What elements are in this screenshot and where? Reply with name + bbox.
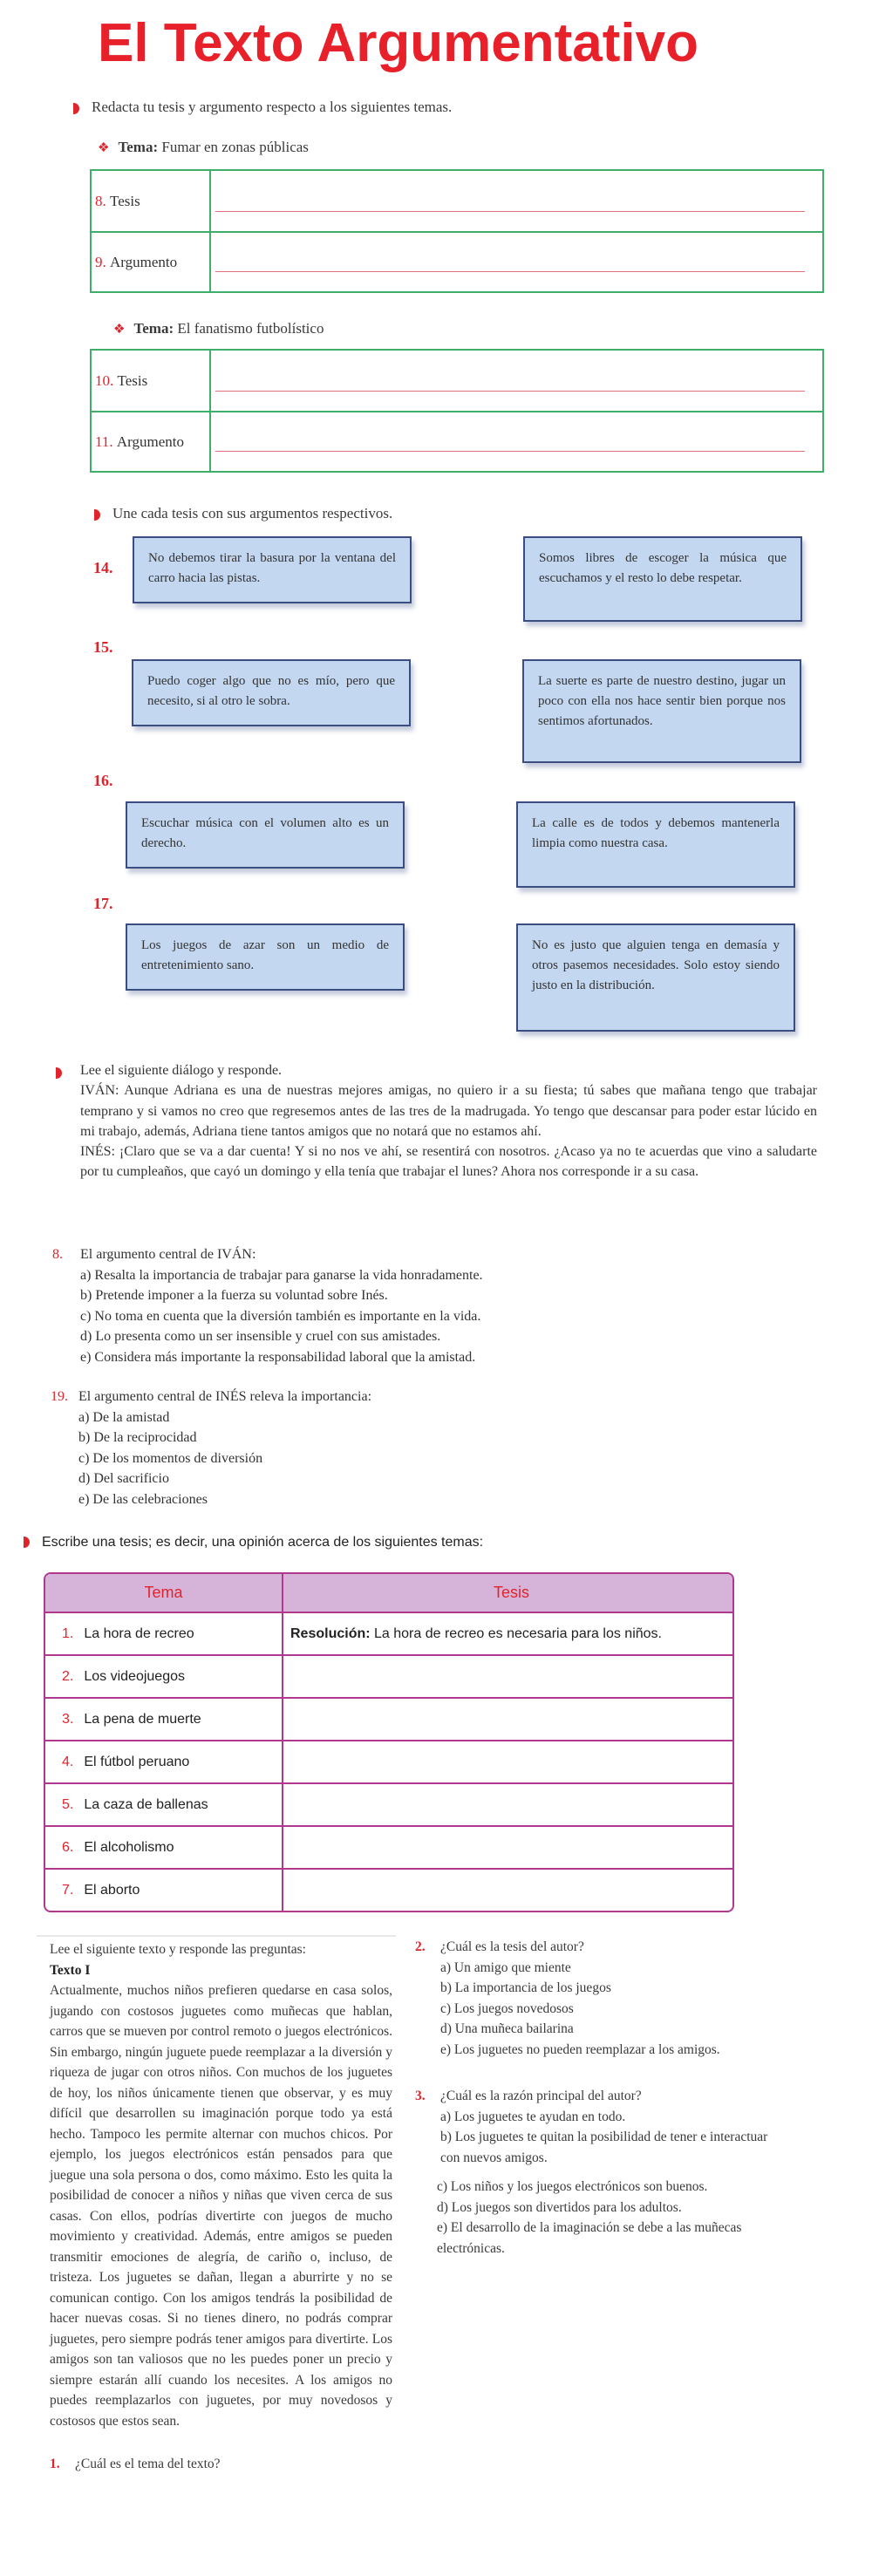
table-row xyxy=(45,1740,732,1782)
row-label: Tesis xyxy=(110,192,140,209)
row-number: 2. xyxy=(62,1668,74,1684)
question-19 xyxy=(51,1387,818,1509)
pair-number: 14. xyxy=(93,559,113,576)
question-text: ¿Cuál es la tesis del autor? xyxy=(440,1939,584,1954)
answer-option[interactable]: a) Los juguetes te ayudan en todo. xyxy=(440,2109,626,2124)
row-number: 10. xyxy=(95,371,114,389)
instruction-1 xyxy=(73,98,452,117)
question-text: El argumento central de IVÁN: xyxy=(80,1247,256,1262)
answer-option[interactable]: b) Pretende imponer a la fuerza su voluntad sobre Inés. xyxy=(80,1288,388,1303)
question-number: 8. xyxy=(52,1247,63,1262)
row-topic: La pena de muerte xyxy=(84,1711,201,1727)
question-number: 2. xyxy=(415,1939,426,1954)
pair-number: 16. xyxy=(93,772,113,789)
table-row xyxy=(45,1782,732,1825)
table-row xyxy=(45,1654,732,1697)
question-text: ¿Cuál es la razón principal del autor? xyxy=(440,2089,642,2103)
question-text: ¿Cuál es el tema del texto? xyxy=(75,2457,221,2471)
thesis-box[interactable]: Los juegos de azar son un medio de entretenimiento sano. xyxy=(126,923,405,991)
bullet-icon xyxy=(24,1537,30,1548)
row-label: Tesis xyxy=(117,371,148,389)
table-row xyxy=(45,1825,732,1868)
right-questions xyxy=(415,1937,825,2259)
pair-number: 15. xyxy=(93,638,113,656)
answer-option[interactable]: a) De la amistad xyxy=(78,1409,170,1425)
row-topic: El alcoholismo xyxy=(84,1839,174,1855)
text-title: Texto I xyxy=(50,1962,91,1978)
answer-option[interactable]: c) No toma en cuenta que la diversión también es importante en la vida. xyxy=(80,1308,481,1324)
tema-text: El fanatismo futbolístico xyxy=(177,320,324,337)
reading-text-block xyxy=(50,1939,392,2475)
thesis-cell[interactable] xyxy=(283,1613,732,1654)
thesis-table xyxy=(90,349,824,473)
tema-text: Fumar en zonas públicas xyxy=(161,139,309,155)
bullet-icon xyxy=(94,509,100,521)
answer-option[interactable]: c) Los juegos novedosos xyxy=(440,2000,574,2016)
row-number: 4. xyxy=(62,1754,74,1769)
table-row xyxy=(45,1612,732,1654)
question-number: 1. xyxy=(50,2457,60,2471)
argument-box[interactable]: La calle es de todos y debemos mantenerla limpia como nuestra casa. xyxy=(516,801,795,888)
answer-line[interactable] xyxy=(211,412,822,471)
row-topic: La caza de ballenas xyxy=(84,1796,208,1812)
row-label: Argumento xyxy=(116,433,184,450)
thesis-box[interactable]: No debemos tirar la basura por la ventana del carro hacia las pistas. xyxy=(133,536,412,603)
table-row xyxy=(45,1868,732,1911)
row-number: 6. xyxy=(62,1839,74,1855)
row-number: 1. xyxy=(62,1625,74,1641)
answer-option[interactable]: a) Resalta la importancia de trabajar para ganarse la vida honradamente. xyxy=(80,1267,483,1283)
row-number: 3. xyxy=(62,1711,74,1727)
diamond-icon: ❖ xyxy=(113,323,126,337)
answer-option[interactable]: e) De las celebraciones xyxy=(78,1491,208,1507)
answer-option[interactable]: d) Lo presenta como un ser insensible y cruel con sus amistades. xyxy=(80,1329,441,1344)
bullet-icon xyxy=(56,1067,62,1079)
row-number: 11. xyxy=(95,433,113,450)
answer-option[interactable]: e) Considera más importante la responsabilidad laboral que la amistad. xyxy=(80,1349,476,1365)
row-number: 8. xyxy=(95,192,106,209)
instruction-text: Lee el siguiente texto y responde las preguntas: xyxy=(50,1942,306,1957)
answer-option[interactable]: b) De la reciprocidad xyxy=(78,1430,197,1445)
question-2 xyxy=(415,1937,825,2060)
argument-box[interactable]: Somos libres de escoger la música que escuchamos y el resto lo debe respetar. xyxy=(523,536,802,622)
answer-option[interactable]: c) Los niños y los juegos electrónicos son buenos. xyxy=(437,2179,708,2194)
answer-option[interactable]: d) Del sacrificio xyxy=(78,1471,169,1486)
argument-box[interactable]: No es justo que alguien tenga en demasía y otros pasemos necesidades. Solo estoy siendo justo en la distribución. xyxy=(516,923,795,1032)
instruction-text: Lee el siguiente diálogo y responde. xyxy=(80,1063,283,1078)
answer-line[interactable] xyxy=(211,171,822,231)
pair-number: 17. xyxy=(93,895,113,912)
thesis-cell[interactable] xyxy=(283,1827,732,1868)
answer-option[interactable]: d) Una muñeca bailarina xyxy=(440,2021,574,2036)
instruction-text: Une cada tesis con sus argumentos respectivos. xyxy=(112,505,393,521)
question-text: El argumento central de INÉS releva la importancia: xyxy=(78,1389,372,1404)
thesis-cell[interactable] xyxy=(283,1656,732,1697)
answer-option[interactable]: e) El desarrollo de la imaginación se debe a las muñecas electrónicas. xyxy=(437,2220,742,2256)
answer-option[interactable]: e) Los juguetes no pueden reemplazar a los amigos. xyxy=(440,2041,720,2057)
dialogue-ines: INÉS: ¡Claro que se va a dar cuenta! Y si no nos ve ahí, se resentirá con nosotros. ¿Acaso ya no te acuerdas que vino a saludarte por tu cumpleaños, que cayó un domingo y ella tenía que trabajar el lunes? Ahora nos corresponde ir a su casa. xyxy=(80,1144,817,1180)
reading-text: Actualmente, muchos niños prefieren quedarse en casa solos, jugando con costosos juguetes como muñecas que hablan, carros que se mueven por control remoto o juegos electrónicos. Sin embargo, ningún juguete puede reemplazar a la diversión y riqueza de jugar con otros niños. Con muchos de los juguetes de hoy, los niños únicamente tienen que observar, y es muy difícil que desarrollen su imaginación porque todo ya está hecho. Tampoco les permite alternar con muchos chicos. Por ejemplo, los juegos electrónicos están pensados para que juegue una sola persona o dos, como máximo. Esto les quita la posibilidad de conocer a niños y niñas que viven cerca de sus casas. Con ellos, podrías divertirte con juegos de mucho movimiento y creatividad. Además, entre amigos se pueden transmitir emociones de alegría, de cariño o, incluso, de tristeza. Los juguetes se dañan, llegan a aburrirte y no se comunican contigo. Con los amigos tendrás la posibilidad de hacer nuevas cosas. Si no tienes dinero, no podrás comprar juguetes, pero siempre podrás tener amigos para divertirte. Los amigos son tan valiosos que no les puedes poner un precio y siempre estarán allí cuando los necesites. A los amigos no puedes reemplazarlos con juguetes, por muy novedosos y costosos que estos sean. xyxy=(50,1983,392,2429)
thesis-cell[interactable] xyxy=(283,1699,732,1740)
question-number: 3. xyxy=(415,2089,426,2103)
thesis-box[interactable]: Puedo coger algo que no es mío, pero que necesito, si al otro le sobra. xyxy=(132,659,411,726)
question-1 xyxy=(50,2454,392,2475)
row-topic: El aborto xyxy=(84,1882,140,1898)
thesis-table xyxy=(90,169,824,293)
instruction-3-marker xyxy=(56,1065,74,1080)
diamond-icon: ❖ xyxy=(98,141,110,155)
page-title: El Texto Argumentativo xyxy=(98,13,698,73)
row-label: Argumento xyxy=(110,253,178,270)
dialogue xyxy=(80,1060,817,1182)
row-topic: La hora de recreo xyxy=(84,1625,194,1641)
row-number: 7. xyxy=(62,1882,74,1898)
thesis-box[interactable]: Escuchar música con el volumen alto es un derecho. xyxy=(126,801,405,869)
answer-option[interactable]: b) Los juguetes te quitan la posibilidad de tener e interactuar con nuevos amigos. xyxy=(440,2130,768,2165)
instruction-text: Redacta tu tesis y argumento respecto a los siguientes temas. xyxy=(92,99,453,115)
table-row xyxy=(45,1697,732,1740)
column-header-tesis: Tesis xyxy=(493,1584,529,1601)
answer-option[interactable]: c) De los momentos de diversión xyxy=(78,1450,263,1466)
row-topic: El fútbol peruano xyxy=(84,1754,190,1769)
argument-box[interactable]: La suerte es parte de nuestro destino, jugar un poco con ella nos hace sentir bien porque nos sentimos afortunados. xyxy=(522,659,801,763)
instruction-2 xyxy=(94,504,392,523)
row-number: 9. xyxy=(95,253,106,270)
topic-heading xyxy=(113,319,324,339)
thesis-cell[interactable] xyxy=(283,1741,732,1782)
answer-option[interactable]: d) Los juegos son divertidos para los adultos. xyxy=(437,2199,682,2215)
topic-heading xyxy=(98,138,309,158)
row-number: 5. xyxy=(62,1796,74,1812)
answer-line[interactable] xyxy=(211,351,822,411)
divider xyxy=(37,1935,396,1937)
tema-label: Tema: xyxy=(133,320,174,337)
question-3 xyxy=(415,2086,825,2259)
answer-option[interactable]: a) Un amigo que miente xyxy=(440,1959,571,1975)
question-number: 19. xyxy=(51,1389,68,1404)
column-header-tema: Tema xyxy=(45,1574,283,1612)
question-8 xyxy=(52,1244,820,1367)
thesis-cell[interactable] xyxy=(283,1784,732,1825)
answer-line[interactable] xyxy=(211,233,822,291)
topics-table xyxy=(44,1572,734,1912)
resolution-text: La hora de recreo es necesaria para los niños. xyxy=(370,1625,662,1641)
answer-option[interactable]: b) La importancia de los juegos xyxy=(440,1980,611,1995)
tema-label: Tema: xyxy=(118,139,159,155)
dialogue-ivan: IVÁN: Aunque Adriana es una de nuestras mejores amigas, no quiero ir a su fiesta; tú sabes que mañana tengo que trabajar temprano y si vamos no creo que regresemos antes de las tres de la madrugada. Yo tengo que descansar para poder estar lúcido en mi trabajo, además, Adriana tiene tantos amigos que no notará que no estamos ahí. xyxy=(80,1083,817,1139)
instruction-text: Escribe una tesis; es decir, una opinión acerca de los siguientes temas: xyxy=(42,1535,484,1550)
thesis-cell[interactable] xyxy=(283,1870,732,1911)
row-topic: Los videojuegos xyxy=(84,1668,185,1684)
instruction-4 xyxy=(24,1533,483,1552)
resolution-label: Resolución: xyxy=(290,1625,371,1641)
bullet-icon xyxy=(73,103,79,114)
